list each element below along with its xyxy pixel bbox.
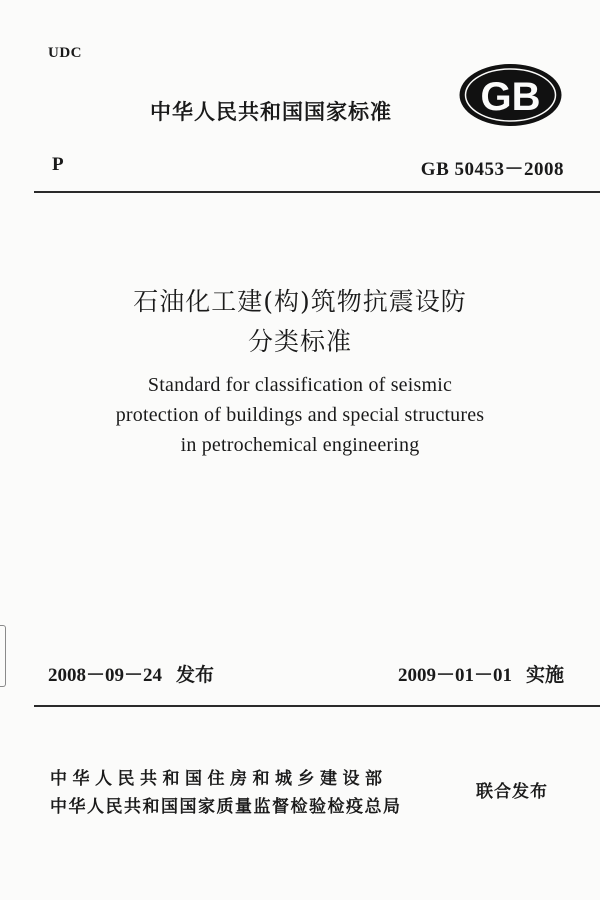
chinese-title-line-2: 分类标准 (247, 327, 352, 356)
gb-logo-icon (458, 62, 563, 128)
gb-logo-text: GB (480, 75, 541, 119)
national-standard-heading: 中华人民共和国国家标准 (150, 100, 392, 124)
publisher-aqsiq: 中华人民共和国国家质量监督检验检疫总局 (50, 797, 402, 817)
chinese-title-line-1: 石油化工建(构)筑物抗震设防 (133, 287, 467, 316)
publisher-ministry: 中华人民共和国住房和城乡建设部 (50, 769, 388, 789)
english-title-line-1: Standard for classification of seismic (147, 374, 453, 396)
standard-number: GB 50453－2008 (420, 159, 564, 180)
udc-label: UDC (48, 45, 82, 61)
top-divider (34, 191, 600, 193)
effective-date: 2009－01－01 (397, 665, 512, 686)
binding-edge-mark (0, 625, 6, 687)
bottom-divider (34, 705, 600, 707)
english-title-line-2: protection of buildings and special structures (115, 404, 485, 426)
effective-date-block (398, 660, 564, 687)
english-title-line-3: in petrochemical engineering (180, 434, 420, 456)
issue-date: 2008－09－24 (48, 665, 163, 686)
joint-issue-label: 联合发布 (476, 782, 548, 802)
issue-date-block (48, 660, 214, 687)
classification-code: P (52, 154, 64, 175)
effective-label: 实施 (525, 664, 564, 686)
issue-label: 发布 (176, 664, 215, 686)
